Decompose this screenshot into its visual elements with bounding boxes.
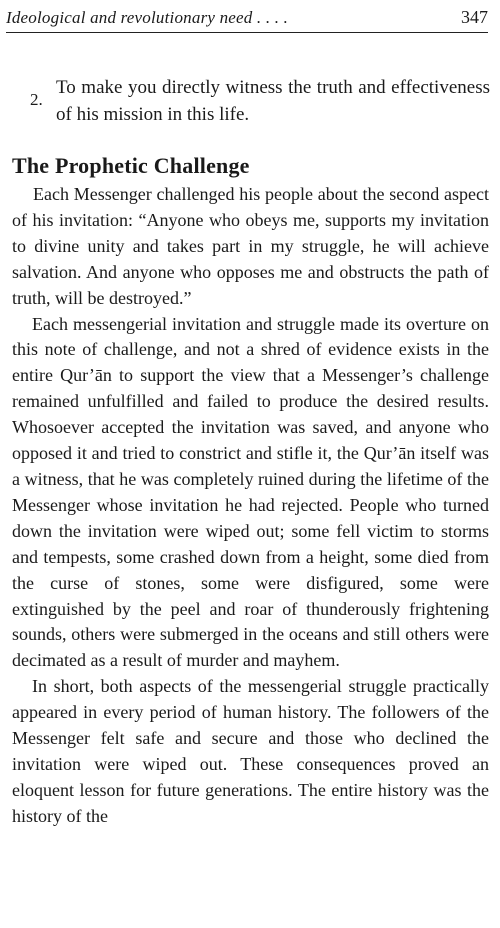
running-title: Ideological and revolutionary need . . . . — [6, 8, 289, 27]
page-number: 347 — [461, 7, 488, 27]
paragraph: Each Messenger challenged his people about the second aspect of his invitation: “Anyone who obeys me, supports my invitation to divine unity and takes part in my struggle, he will achieve salvation. And anyone who opposes me and obstructs the path of truth, will be destroyed.” — [12, 184, 489, 308]
page-header — [6, 6, 488, 33]
paragraph: In short, both aspects of the messengerial struggle practically appeared in every period of human history. The followers of the Messenger felt safe and secure and those who declined the invitation were wiped out. These consequences proved an eloquent lesson for future generations. The entire history was the history of the — [12, 676, 489, 826]
section-body — [12, 182, 489, 830]
list-item-text: To make you directly witness the truth and effectiveness of his mission in this life. — [56, 77, 490, 125]
section-heading: The Prophetic Challenge — [12, 153, 250, 178]
paragraph: Each messengerial invitation and struggle made its overture on this note of challenge, and not a shred of evidence exists in the entire Qur’ān to support the view that a Messenger’s challenge remained unfulfilled and failed to produce the desired results. Whosoever accepted the invitation was saved, and anyone who opposed it and tried to constrict and stifle it, the Qur’ān itself was a witness, that he was completely ruined during the lifetime of the Messenger whose invitation he had rejected. People who turned down the invitation were wiped out; some fell victim to storms and tempests, some crashed down from a height, some died from the curse of stones, some were disfigured, some were extinguished by the peel and roar of thunderously frightening sounds, others were submerged in the oceans and still others were decimated as a result of murder and mayhem. — [12, 313, 489, 671]
list-item-number: 2. — [30, 90, 43, 109]
